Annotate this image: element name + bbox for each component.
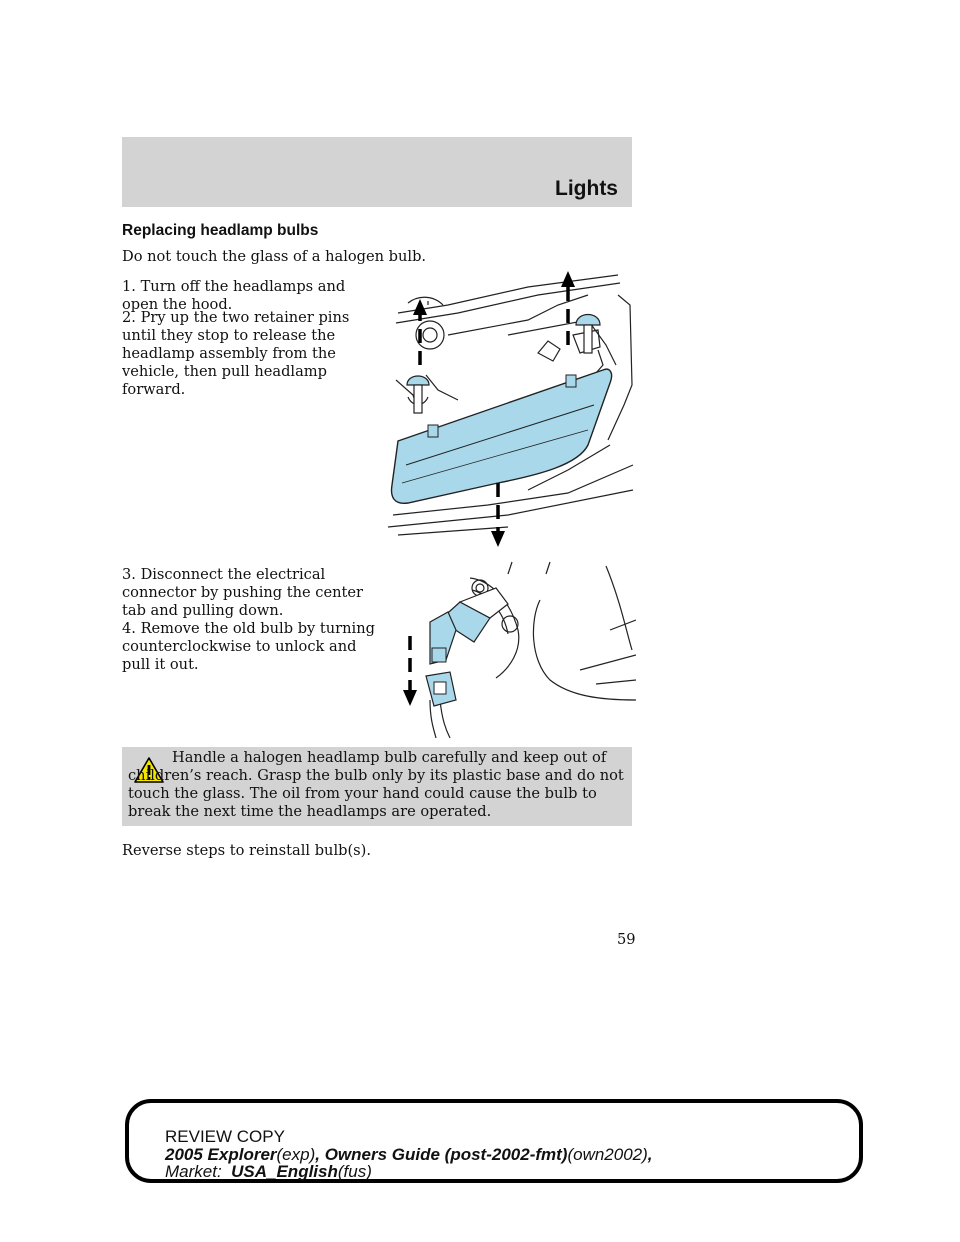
section-title: Lights (555, 177, 618, 200)
headlamp-removal-illustration (388, 265, 636, 550)
arrow-down-icon (491, 531, 505, 547)
procedure-heading: Replacing headlamp bulbs (122, 222, 319, 239)
page-number: 59 (617, 931, 636, 948)
document-info-line: 2005 Explorer(exp), Owners Guide (post-2002-fmt)(own2002), (165, 1145, 653, 1164)
arrow-up-icon (413, 299, 427, 315)
review-copy-label: REVIEW COPY (165, 1127, 285, 1146)
section-header-band (122, 137, 632, 207)
step-4-text: 4. Remove the old bulb by turning counterclockwise to unlock and pull it out. (122, 620, 375, 673)
step-1-text: 1. Turn off the headlamps and open the hood. (122, 278, 346, 313)
warning-text: Handle a halogen headlamp bulb carefully and keep out of children’s reach. Grasp the bulb only by its plastic base and do not touch the glass. The oil from your hand could cause the bulb to break the next time the headlamps are operated. (128, 749, 624, 820)
intro-text: Do not touch the glass of a halogen bulb. (122, 248, 427, 265)
reverse-steps-text: Reverse steps to reinstall bulb(s). (122, 842, 371, 859)
bulb-connector-illustration (400, 560, 636, 740)
arrow-down-icon (403, 690, 417, 706)
warning-box (122, 747, 632, 826)
market-info-line: Market: USA_English(fus) (165, 1162, 372, 1181)
arrow-up-icon (561, 271, 575, 287)
step-2-text: 2. Pry up the two retainer pins until they stop to release the headlamp assembly from the vehicle, then pull headlamp forward. (122, 309, 350, 398)
step-3-text: 3. Disconnect the electrical connector by pushing the center tab and pulling down. (122, 566, 363, 619)
